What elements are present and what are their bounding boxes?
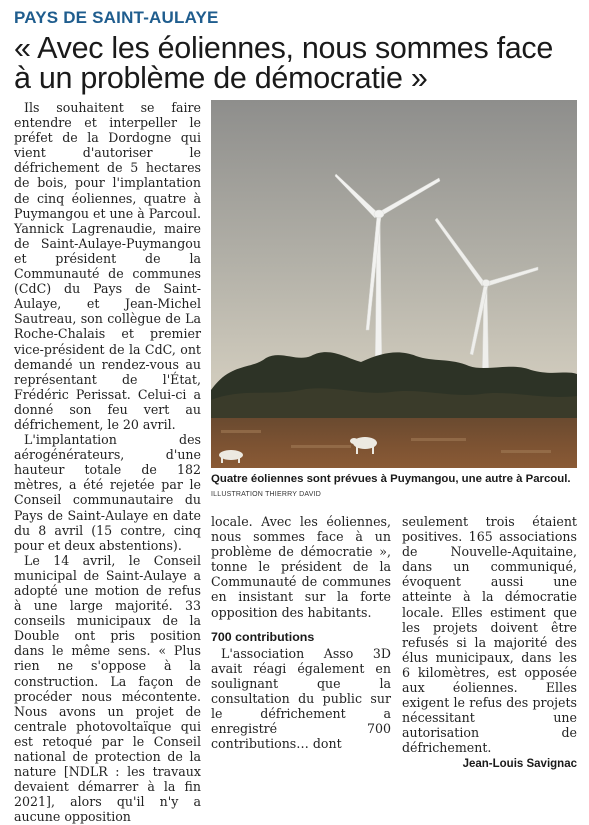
paragraph-3: Le 14 avril, le Conseil municipal de Saint-Aulaye a adopté une motion de refus à une large majorité. 33 conseils municipaux de la Double ont pris position dans le même sens. « Plus rien ne s'oppose à la construction. La façon de procéder nous mécontente. Nous avons un projet de centrale photovoltaïque qui est retoqué par le Conseil national de protection de la nature [NDLR : les travaux devaient démarrer à la fin 2021], alors qu'il n'y a aucune opposition: [14, 552, 201, 825]
paragraph-2: L'implantation des aérogénérateurs, d'une hauteur totale de 182 mètres, a été rejetée par le Conseil communautaire du Pays de Saint-Aulaye en date du 8 avril (15 contre, cinq pour et deux abstentions).: [14, 432, 201, 553]
body-column-2: [211, 514, 391, 751]
kicker: PAYS DE SAINT-AULAYE: [14, 8, 219, 27]
photo-caption: [211, 472, 577, 502]
paragraph-6: seulement trois étaient positives. 165 associations de Nouvelle-Aquitaine, dans un communiqué, évoquent aussi une atteinte à la démocratie locale. Elles estiment que les projets doivent être refusés si la majorité des élus municipaux, dans les 6 kilomètres, est opposée aux éoliennes. Elles exigent le refus des projets nécessitant une autorisation de défrichement.: [402, 514, 577, 756]
paragraph-5: L'association Asso 3D avait réagi également en soulignant que la consultation du public sur le défrichement a enregistré 700 contributions… dont: [211, 645, 391, 752]
headline-line-2: à un problème de démocratie »: [14, 61, 428, 95]
body-column-1: [14, 100, 201, 825]
wind-turbines-image: [211, 100, 577, 468]
byline: Jean-Louis Savignac: [462, 757, 577, 770]
headline: [14, 33, 579, 93]
section-subhead: 700 contributions: [211, 629, 315, 644]
body-column-3: [402, 514, 577, 772]
paragraph-1: Ils souhaitent se faire entendre et interpeller le préfet de la Dordogne qui vient d'autoriser le défrichement de 5 hectares de bois, pour l'implantation de cinq éoliennes, quatre à Puymangou et une à Parcoul. Yannick Lagrenaudie, maire de Saint-Aulaye-Puymangou et président de la Communauté de communes (CdC) du Pays de Saint-Aulaye, et Jean-Michel Sautreau, son collègue de La Roche-Chalais et premier vice-président de la CdC, ont demandé un rendez-vous au représentant de l'État, Frédéric Perissat. Celui-ci a donné son feu vert au défrichement, le 20 avril.: [14, 100, 201, 432]
caption-text: Quatre éoliennes sont prévues à Puymangou, une autre à Parcoul.: [211, 473, 571, 485]
photo-credit: ILLUSTRATION THIERRY DAVID: [211, 491, 321, 498]
wind-turbines-photo: [211, 100, 577, 468]
paragraph-4: locale. Avec les éoliennes, nous sommes face à un problème de démocratie », tonne le président de la Communauté de communes en insistant sur la forte opposition des habitants.: [211, 514, 391, 620]
headline-line-1: « Avec les éoliennes, nous sommes face: [14, 31, 554, 65]
